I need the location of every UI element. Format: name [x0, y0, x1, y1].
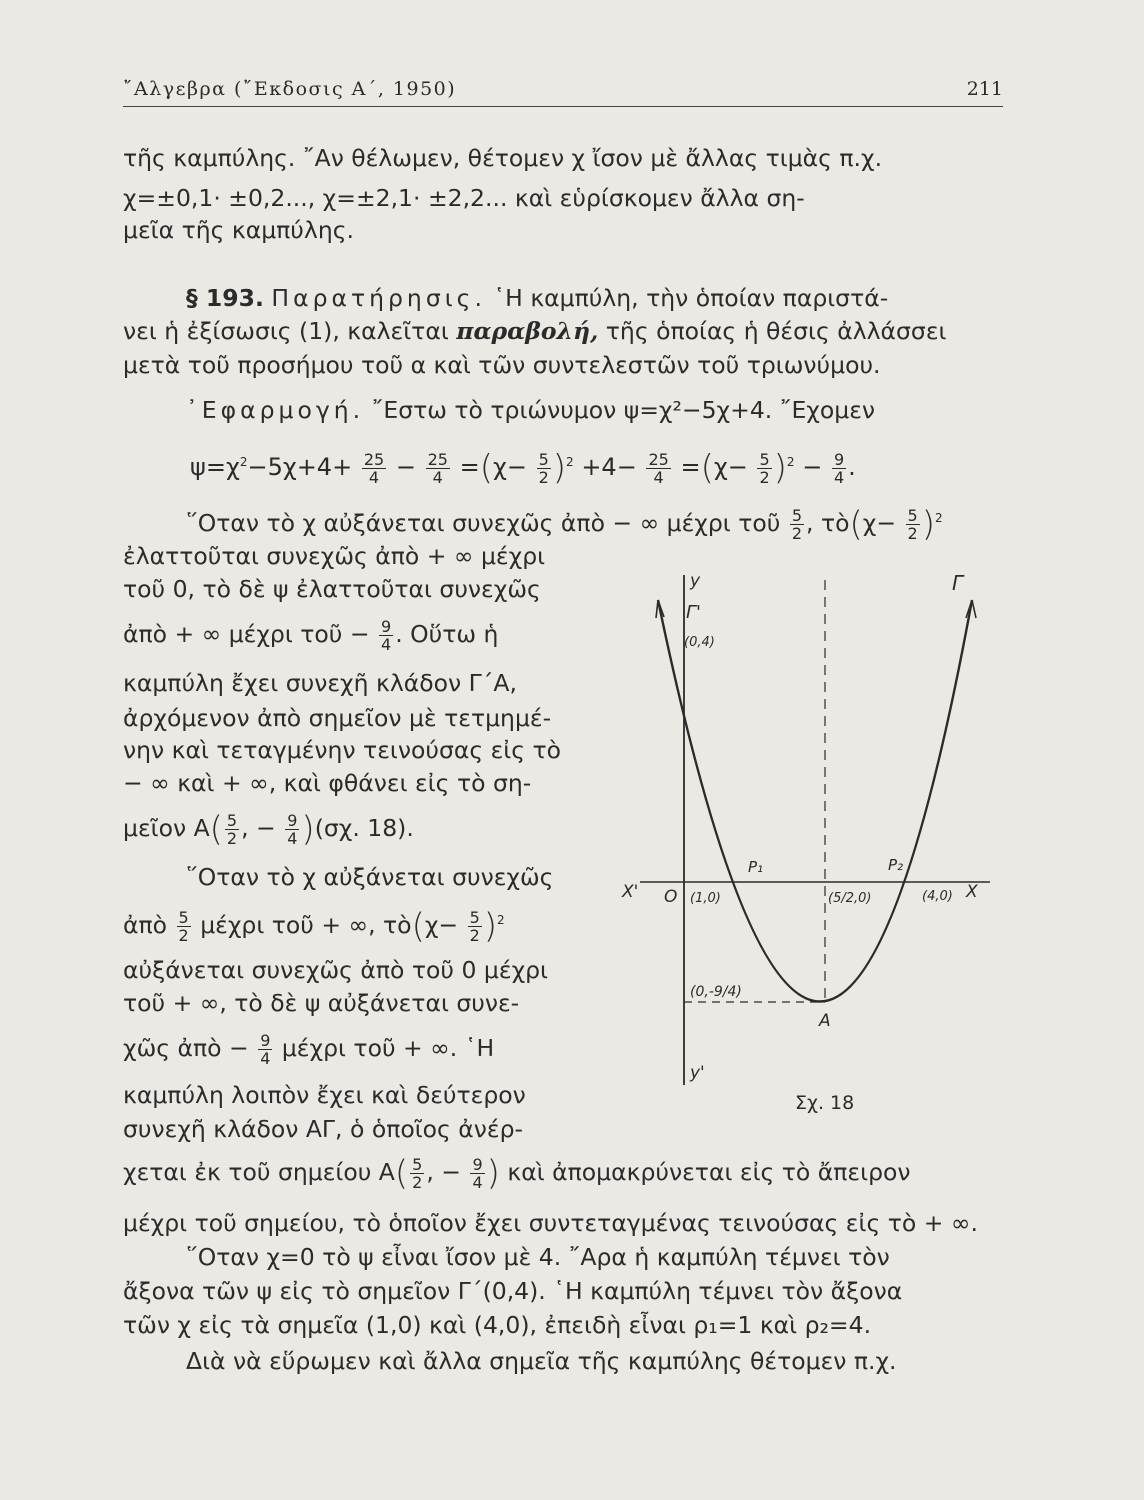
- label-A: A: [819, 1011, 831, 1031]
- intro-line-3: μεῖα τῆς καμπύλης.: [123, 216, 354, 244]
- page-number: 211: [966, 78, 1003, 100]
- label-c40: (4,0): [922, 889, 953, 904]
- label-x: X: [966, 882, 978, 902]
- frac-9-4: $\frac{9}{4}$: [260, 1031, 271, 1068]
- left-col-line: νην καὶ τεταγμένην τεινούσας εἰς τὸ: [123, 736, 562, 764]
- label-y-prime: y': [690, 1063, 705, 1083]
- figure-caption: Σχ. 18: [795, 1092, 855, 1114]
- frac-5-2: $\frac{5}{2}$: [412, 1155, 423, 1192]
- application-title: ᾿Εφαρμογή.: [186, 396, 365, 424]
- label-c10: (1,0): [690, 891, 721, 906]
- parabola-curve: [658, 600, 972, 1002]
- eq-frac: $\frac{5}{2}$: [538, 449, 549, 487]
- section-line-1-rest: ῾Η καμπύλη, τὴν ὁποίαν παριστά-: [493, 284, 889, 312]
- frac-9-4: $\frac{9}{4}$: [287, 811, 298, 848]
- frac-5-2: $\frac{5}{2}$: [469, 907, 480, 945]
- eq-part: χ−: [713, 453, 748, 481]
- section-line-2-a: νει ἡ ἐξίσωσις (1), καλεῖται: [123, 317, 449, 345]
- eq-exp: 2: [786, 455, 795, 469]
- section-193-line-3: μετὰ τοῦ προσήμου τοῦ α καὶ τῶν συντελεστῶν τοῦ τριωνύμου.: [123, 351, 881, 379]
- frac-5-2: $\frac{5}{2}$: [907, 505, 918, 543]
- left-col-line: ῞Οταν τὸ χ αὐξάνεται συνεχῶς: [186, 863, 554, 891]
- eq-part: −: [802, 453, 823, 481]
- eq-part: χ−: [492, 453, 527, 481]
- page-header: [123, 76, 1003, 107]
- left-col-apo52-line: ἀπὸ $\frac{5}{2}$ μέχρι τοῦ + ∞, τὸ(χ− $\frac{5}{2}$ )$^2$: [123, 906, 505, 947]
- left-col-meion-line: μεῖον Α( $\frac{5}{2}$ , − $\frac{9}{4}$ )(σχ. 18).: [123, 809, 414, 850]
- intro-line-1: τῆς καμπύλης. ῎Αν θέλωμεν, θέτομεν χ ἴσον μὲ ἄλλας τιμὰς π.χ.: [123, 144, 883, 172]
- label-x-prime: X': [622, 882, 639, 902]
- eq-part: +4−: [581, 453, 637, 481]
- left-col-line: καμπύλη λοιπὸν ἔχει καὶ δεύτερον: [123, 1081, 526, 1109]
- left-col-line: τοῦ + ∞, τὸ δὲ ψ αὐξάνεται συνε-: [123, 989, 520, 1017]
- application-line: [186, 395, 875, 425]
- label-gamma: Γ: [952, 571, 964, 595]
- bottom-line-2: μέχρι τοῦ σημείου, τὸ ὁποῖον ἔχει συντεταγμένας τεινούσας εἰς τὸ + ∞.: [123, 1209, 978, 1237]
- eq-frac: $\frac{25}{4}$: [648, 449, 669, 487]
- section-title: Παρατήρησις.: [271, 284, 486, 312]
- label-y: y: [690, 571, 701, 591]
- section-line-2-b: τῆς ὁποίας ἡ θέσις ἀλλάσσει: [605, 317, 947, 345]
- section-number: § 193.: [186, 284, 264, 312]
- equation: $\psi=\chi^2-5\chi+4+$ $\frac{25}{4}$ − $\frac{25}{4}$ =(χ− $\frac{5}{2}$ )$^2$ +4− $\frac{25}{4}$ =(χ− $\frac{5}{2}$ )$^2$ − $\frac{9}{4}$ .: [190, 448, 856, 488]
- frac-5-2: $\frac{5}{2}$: [791, 505, 802, 543]
- eq-frac: $\frac{25}{4}$: [363, 449, 385, 487]
- when-a: ῞Οταν τὸ χ αὐξάνεται συνεχῶς ἀπὸ − ∞ μέχρι τοῦ: [186, 508, 781, 537]
- figure-18: [600, 560, 1020, 1120]
- eq-exp: 2: [239, 455, 248, 469]
- label-P1: P₁: [748, 858, 764, 876]
- label-vertex: (0,-9/4): [690, 984, 742, 1000]
- when-b: τὸ: [820, 508, 850, 537]
- eq-exp: 2: [566, 455, 574, 469]
- section-193-line-2: [123, 316, 947, 346]
- when-line: ῞Οταν τὸ χ αὐξάνεται συνεχῶς ἀπὸ − ∞ μέχρι τοῦ $\frac{5}{2}$ , τὸ(χ− $\frac{5}{2}$ )$^2$: [186, 504, 943, 545]
- eq-part: =: [680, 453, 701, 481]
- eq-part: .: [848, 453, 856, 481]
- label-c04: (0,4): [684, 635, 715, 650]
- frac-9-4: $\frac{9}{4}$: [381, 617, 392, 654]
- eq-frac: $\frac{5}{2}$: [759, 449, 770, 487]
- bottom-line-5: τῶν χ εἰς τὰ σημεῖα (1,0) καὶ (4,0), ἐπειδὴ εἶναι ρ₁=1 καὶ ρ₂=4.: [123, 1311, 872, 1339]
- label-origin: O: [664, 887, 678, 907]
- bottom-line-4: ἄξονα τῶν ψ εἰς τὸ σημεῖον Γ΄(0,4). ῾Η καμπύλη τέμνει τὸν ἄξονα: [123, 1277, 903, 1305]
- section-193-line-1: [186, 283, 888, 313]
- application-rest: ῎Εστω τὸ τριώνυμον ψ=χ²−5χ+4. ῎Εχομεν: [371, 396, 876, 424]
- label-c520: (5/2,0): [828, 891, 872, 906]
- eq-part: −: [395, 453, 416, 481]
- left-col-line: τοῦ 0, τὸ δὲ ψ ἐλαττοῦται συνεχῶς: [123, 575, 541, 603]
- left-col-line: συνεχῆ κλάδον ΑΓ, ὁ ὁποῖος ἀνέρ-: [123, 1115, 524, 1143]
- eq-part: ψ=χ: [190, 453, 240, 481]
- left-col-xos-line: χῶς ἀπὸ − $\frac{9}{4}$ μέχρι τοῦ + ∞. ῾Η: [123, 1031, 495, 1068]
- left-col-line: ἐλαττοῦται συνεχῶς ἀπὸ + ∞ μέχρι: [123, 542, 546, 570]
- label-P2: P₂: [888, 856, 904, 874]
- frac-5-2: $\frac{5}{2}$: [226, 811, 238, 848]
- left-col-line: αὐξάνεται συνεχῶς ἀπὸ τοῦ 0 μέχρι: [123, 956, 549, 984]
- intro-line-2: χ=±0,1· ±0,2..., χ=±2,1· ±2,2... καὶ εὑρίσκομεν ἄλλα ση-: [123, 184, 805, 212]
- frac-9-4: $\frac{9}{4}$: [472, 1155, 483, 1192]
- bottom-line-1: χεται ἐκ τοῦ σημείου Α( $\frac{5}{2}$ , − $\frac{9}{4}$ ) καὶ ἀπομακρύνεται εἰς τὸ ἄπειρον: [123, 1153, 911, 1194]
- running-head: ῎Αλγεβρα (῎Εκδοσις Α΄, 1950): [123, 78, 457, 100]
- term-parabola: παραβολή,: [456, 317, 599, 345]
- left-col-line: ἀρχόμενον ἀπὸ σημεῖον μὲ τετμημέ-: [123, 704, 552, 732]
- eq-frac: $\frac{9}{4}$: [833, 449, 845, 487]
- left-col-line: − ∞ καὶ + ∞, καὶ φθάνει εἰς τὸ ση-: [123, 769, 532, 797]
- bottom-line-3: ῞Οταν χ=0 τὸ ψ εἶναι ἴσον μὲ 4. ῎Αρα ἡ καμπύλη τέμνει τὸν: [186, 1243, 890, 1271]
- label-gamma-prime: Γ': [686, 602, 701, 623]
- eq-part: −5χ+4+: [247, 453, 353, 481]
- eq-frac: $\frac{25}{4}$: [427, 449, 448, 487]
- eq-part: =: [459, 453, 480, 481]
- bottom-line-6: Διὰ νὰ εὕρωμεν καὶ ἄλλα σημεῖα τῆς καμπύλης θέτομεν π.χ.: [186, 1347, 897, 1375]
- left-col-apo-line: ἀπὸ + ∞ μέχρι τοῦ − $\frac{9}{4}$ . Οὕτω ἡ: [123, 617, 499, 654]
- left-col-line: καμπύλη ἔχει συνεχῆ κλάδον Γ΄Α,: [123, 669, 517, 697]
- frac-5-2: $\frac{5}{2}$: [178, 907, 189, 945]
